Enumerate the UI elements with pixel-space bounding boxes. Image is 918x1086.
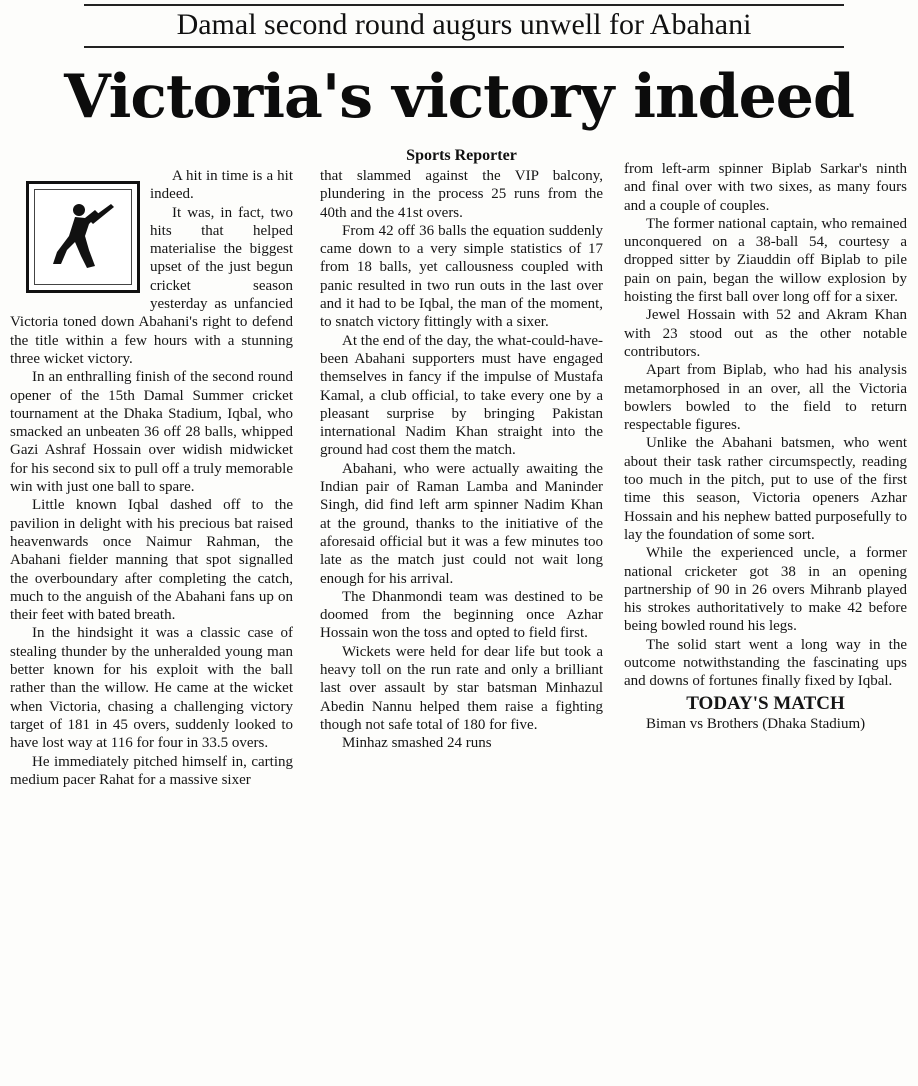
article-column-2 — [320, 167, 603, 1079]
kicker-headline: Damal second round augurs unwell for Abahani — [84, 4, 844, 48]
article-column-1 — [10, 167, 293, 1079]
byline: Sports Reporter — [406, 147, 517, 164]
paragraph: While the experienced uncle, a former national cricketer got 38 in an opening partnership of 90 in 26 overs Mihranb played his strokes authoritatively to make 42 before being bowled round his legs. — [624, 545, 907, 635]
paragraph: A hit in time is a hit indeed. — [150, 168, 293, 203]
paragraph: Little known Iqbal dashed off to the pavilion in delight with his precious bat raised heavenwards once Naimur Rahman, the Abahani fielder manning that spot signalled the overboundary after completing the catch, much to the anguish of the Abahani fans up on their feet with bated breath. — [10, 497, 293, 624]
paragraph: Abahani, who were actually awaiting the Indian pair of Raman Lamba and Maninder Singh, did find left arm spinner Nadim Khan at the ground, thanks to the initiative of the aforesaid official but it was a few minutes too late as the match just could not wait long enough for his arrival. — [320, 460, 603, 587]
cricket-player-icon — [26, 181, 140, 293]
paragraph: He immediately pitched himself in, carting medium pacer Rahat for a massive sixer — [10, 753, 293, 788]
todays-match-text: Biman vs Brothers (Dhaka Stadium) — [646, 715, 866, 732]
main-headline: Victoria's victory indeed — [64, 62, 854, 132]
paragraph: The solid start went a long way in the outcome notwithstanding the fascinating ups and downs of fortunes finally fixed by Iqbal. — [624, 636, 907, 690]
paragraph: In the hindsight it was a classic case of stealing thunder by the unheralded young man better known for his exploit with the ball rather than the willow. He came at the wicket when Victoria, chasing a challenging victory target of 181 in 45 overs, suddenly looked to have lost way at 116 for four in 33.5 overs. — [10, 625, 293, 752]
paragraph: At the end of the day, the what-could-have-been Abahani supporters must have engaged themselves in fancy if the impulse of Mustafa Kamal, a club official, to take every one by a pleasant surprise by bringing Pakistan international Nadim Khan straight into the ground had cost them the match. — [320, 332, 603, 459]
paragraph: that slammed against the VIP balcony, plundering in the process 25 runs from the 40th and the 41st overs. — [320, 168, 603, 221]
paragraph: The former national captain, who remained unconquered on a 38-ball 54, courtesy a dropped sitter by Ziauddin off Biplab to pile pain on pain, began the willow explosion by hoisting the first ball over long off for a sixer. — [624, 215, 907, 306]
paragraph: Unlike the Abahani batsmen, who went about their task rather circumspectly, reading too much in the pitch, put to use of the first time this season, Victoria openers Azhar Hossain and his nephew batted purposefully to lay the foundation of some sort. — [624, 435, 907, 543]
paragraph: The Dhanmondi team was destined to be doomed from the beginning once Azhar Hossain won the toss and opted to field first. — [320, 588, 603, 642]
paragraph: Minhaz smashed 24 runs — [342, 735, 492, 752]
paragraph: from left-arm spinner Biplab Sarkar's ninth and final over with two sixes, as many fours and a couple of couples. — [624, 161, 907, 214]
paragraph: Wickets were held for dear life but took a heavy toll on the run rate and only a brilliant last over assault by star batsman Minhazul Abedin Nannu helped them raise a fighting though not safe total of 180 for five. — [320, 643, 603, 733]
paragraph: It was, in fact, two hits that helped materialise the biggest upset of the just begun cricket season yesterday as unfancied Victoria toned down Abahani's right to defend the title within a few hours with a stunning three wicket victory. — [10, 204, 293, 367]
todays-match-heading: TODAY'S MATCH — [686, 692, 845, 714]
paragraph: From 42 off 36 balls the equation suddenly came down to a very simple statistics of 17 from 18 balls, yet callousness coupled with panic resulted in two run outs in the last over and it had to be Iqbal, the man of the moment, to snatch victory fittingly with a sixer. — [320, 222, 603, 331]
paragraph: Apart from Biplab, who had his analysis metamorphosed in an over, all the Victoria bowlers bowled to the field to return respectable figures. — [624, 362, 907, 434]
paragraph: In an enthralling finish of the second round opener of the 15th Damal Summer cricket tournament at the Dhaka Stadium, Iqbal, who smacked an unbeaten 36 off 28 balls, whipped Gazi Ashraf Hossain over widish midwicket for his second six to pull off a truly memorable win with just one ball to spare. — [10, 369, 293, 496]
paragraph: Jewel Hossain with 52 and Akram Khan with 23 stood out as the other notable contributors. — [624, 307, 907, 360]
article-column-3 — [624, 160, 907, 1080]
